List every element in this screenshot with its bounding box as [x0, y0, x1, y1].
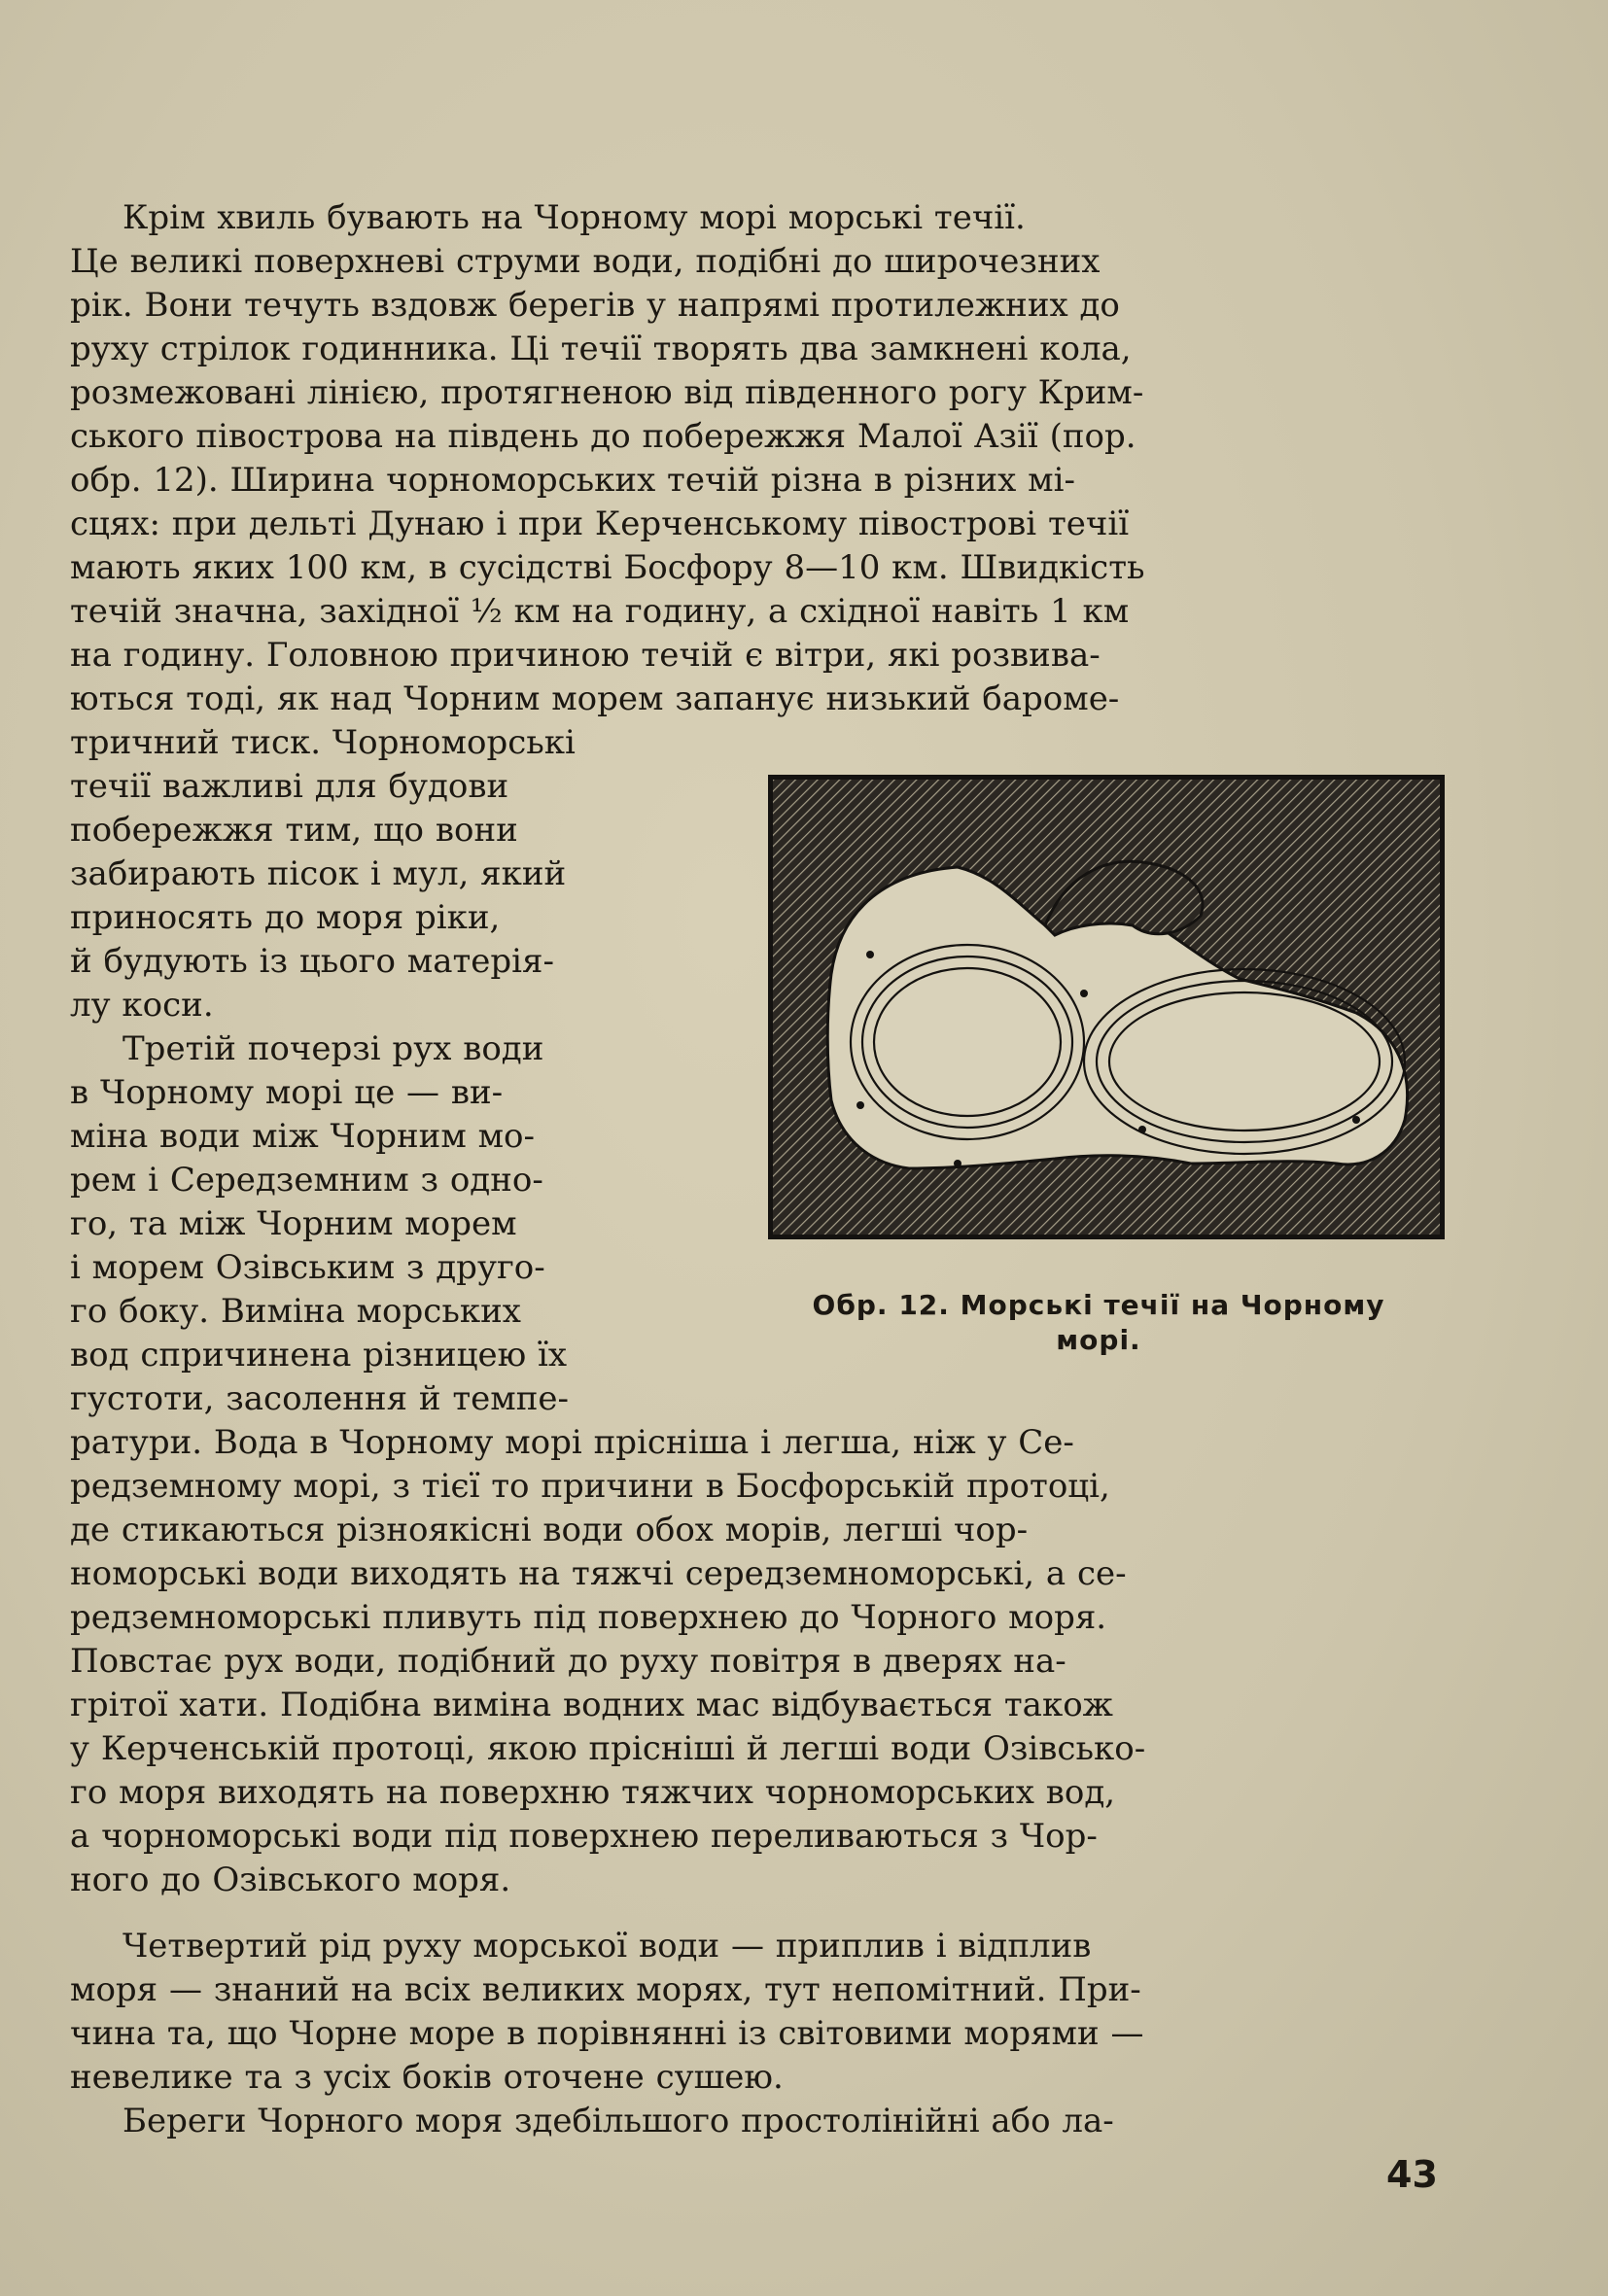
left-column-text: [70, 721, 717, 1421]
black-sea-map-illustration: [773, 780, 1440, 1235]
paragraph-water-exchange: Третій почерзі рух води в Чорному морі це — ви- міна води між Чорним мо- рем і Середземним з одно- го, та між Чорним морем і морем Озівським з друго- го боку. Виміна морських вод спричинена різницею їх густоти, засолення й темпе-: [70, 1029, 569, 1418]
paragraph-tides: Четвертий рід руху морської води — приплив і відплив моря — знаний на всіх великих морях, тут непомітний. При- чина та, що Чорне море в порівнянні із світовими морями — невелике та з усіх боків оточене сушею.: [70, 1927, 1144, 2097]
paragraph-shores: Береги Чорного моря здебільшого простолінійні або ла-: [122, 2102, 1114, 2140]
paragraph-bosphorus-exchange: ратури. Вода в Чорному морі прісніша і легша, ніж у Се- редземному морі, з тієї то причини в Босфорській протоці, де стикаються різноякісні води обох морів, легші чор- номорські води виходять на тяжчі середземноморські, а се- редземноморські пливуть під поверхнею до Чорного моря. Повстає рух води, подібний до руху повітря в дверях на- грітої хати. Подібна виміна водних мас відбувається також у Керченській протоці, якою прісніші й легші води Озівсько- го моря виходять на поверхню тяжчих чорноморських вод, а чорноморські води під поверхнею переливаються з Чор- ного до Озівського моря.: [70, 1423, 1146, 1899]
figure-caption: Обр. 12. Морські течії на Чорному морі.: [812, 1289, 1385, 1356]
page-number: 43: [1386, 2153, 1438, 2196]
figure-black-sea-currents-map: [768, 775, 1445, 1239]
paragraph-sea-currents: Крім хвиль бувають на Чорному морі морські течії. Це великі поверхневі струми води, подібні до широчезних рік. Вони течуть вздовж берегів у напрямі протилежних до руху стрілок годинника. Ці течії творять два замкнені кола, розмежовані лінією, протягненою від південного рогу Крим- ського півострова на південь до побережжя Малої Азії (пор. обр. 12). Ширина чорноморських течій різна в різних мі- сцях: при дельті Дунаю і при Керченському півострові течії мають яких 100 км, в сусідстві Босфору 8—10 км. Швидкість течій значна, західної ½ км на годину, а східної навіть 1 км на годину. Головною причиною течій є вітри, які розвива- ються тоді, як над Чорним морем запанує низький бароме-: [70, 198, 1145, 718]
paragraph-coast-building: тричний тиск. Чорноморські течії важливі для будови побережжя тим, що вони забирають пісок і мул, який приносять до моря ріки, й будують із цього матерія- лу коси.: [70, 723, 576, 1025]
